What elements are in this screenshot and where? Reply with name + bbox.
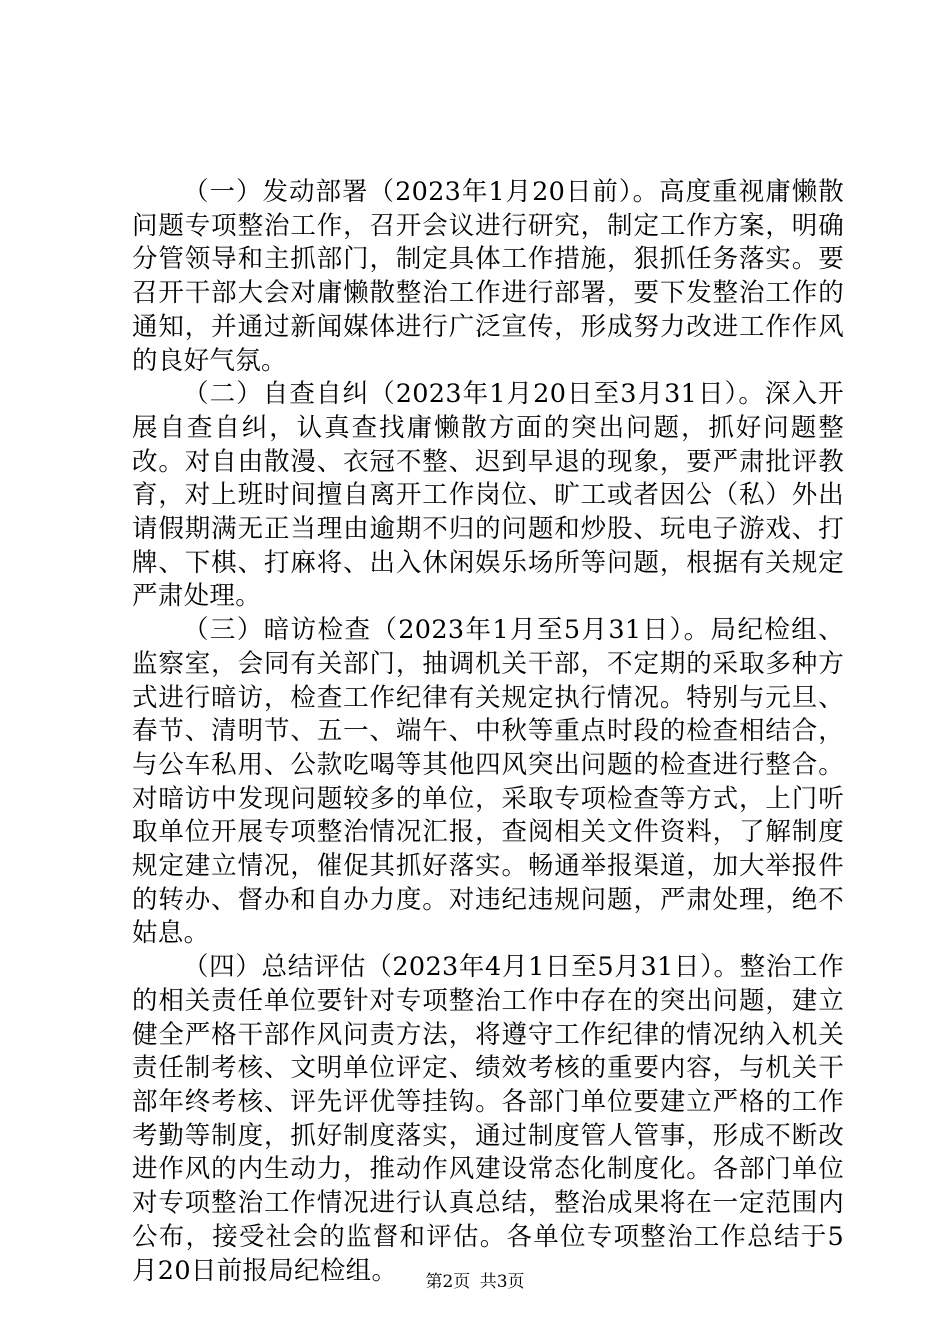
page-number-total: 共3页 (479, 1272, 525, 1292)
paragraph-unannounced-inspection: （三）暗访检查（2023年1月至5月31日）。局纪检组、监察室，会同有关部门，抽调机关干部，不定期的采取多种方式进行暗访，检查工作纪律有关规定执行情况。特别与元旦、春节、清明节、五一、端午、中秋等重点时段的检查相结合，与公车私用、公款吃喝等其他四风突出问题的检查进行整合。对暗访中发现问题较多的单位，采取专项检查等方式，上门听取单位开展专项整治情况汇报，查阅相关文件资料，了解制度规定建立情况，催促其抓好落实。畅通举报渠道，加大举报件的转办、督办和自办力度。对违纪违规问题，严肃处理，绝不姑息。 (132, 615, 844, 949)
page-footer (0, 1271, 950, 1293)
paragraph-self-inspection: （二）自查自纠（2023年1月20日至3月31日）。深入开展自查自纠，认真查找庸懒散方面的突出问题，抓好问题整改。对自由散漫、衣冠不整、迟到早退的现象，要严肃批评教育，对上班时间擅自离开工作岗位、旷工或者因公（私）外出请假期满无正当理由逾期不归的问题和炒股、玩电子游戏、打牌、下棋、打麻将、出入休闲娱乐场所等问题，根据有关规定严肃处理。 (132, 379, 844, 612)
paragraph-summary-evaluation: （四）总结评估（2023年4月1日至5月31日）。整治工作的相关责任单位要针对专项整治工作中存在的突出问题，建立健全严格干部作风问责方法，将遵守工作纪律的情况纳入机关责任制考核、文明单位评定、绩效考核的重要内容，与机关干部年终考核、评先评优等挂钩。各部门单位要建立严格的工作考勤等制度，抓好制度落实，通过制度管人管事，形成不断改进作风的内生动力，推动作风建设常态化制度化。各部门单位对专项整治工作情况进行认真总结，整治成果将在一定范围内公布，接受社会的监督和评估。各单位专项整治工作总结于5月20日前报局纪检组。 (132, 952, 844, 1286)
document-body (132, 176, 844, 1288)
paragraph-mobilization: （一）发动部署（2023年1月20日前）。高度重视庸懒散问题专项整治工作，召开会议进行研究，制定工作方案，明确分管领导和主抓部门，制定具体工作措施，狠抓任务落实。要召开干部大会对庸懒散整治工作进行部署，要下发整治工作的通知，并通过新闻媒体进行广泛宣传，形成努力改进工作作风的良好气氛。 (132, 177, 844, 376)
page-number-current: 第2页 (425, 1272, 471, 1292)
